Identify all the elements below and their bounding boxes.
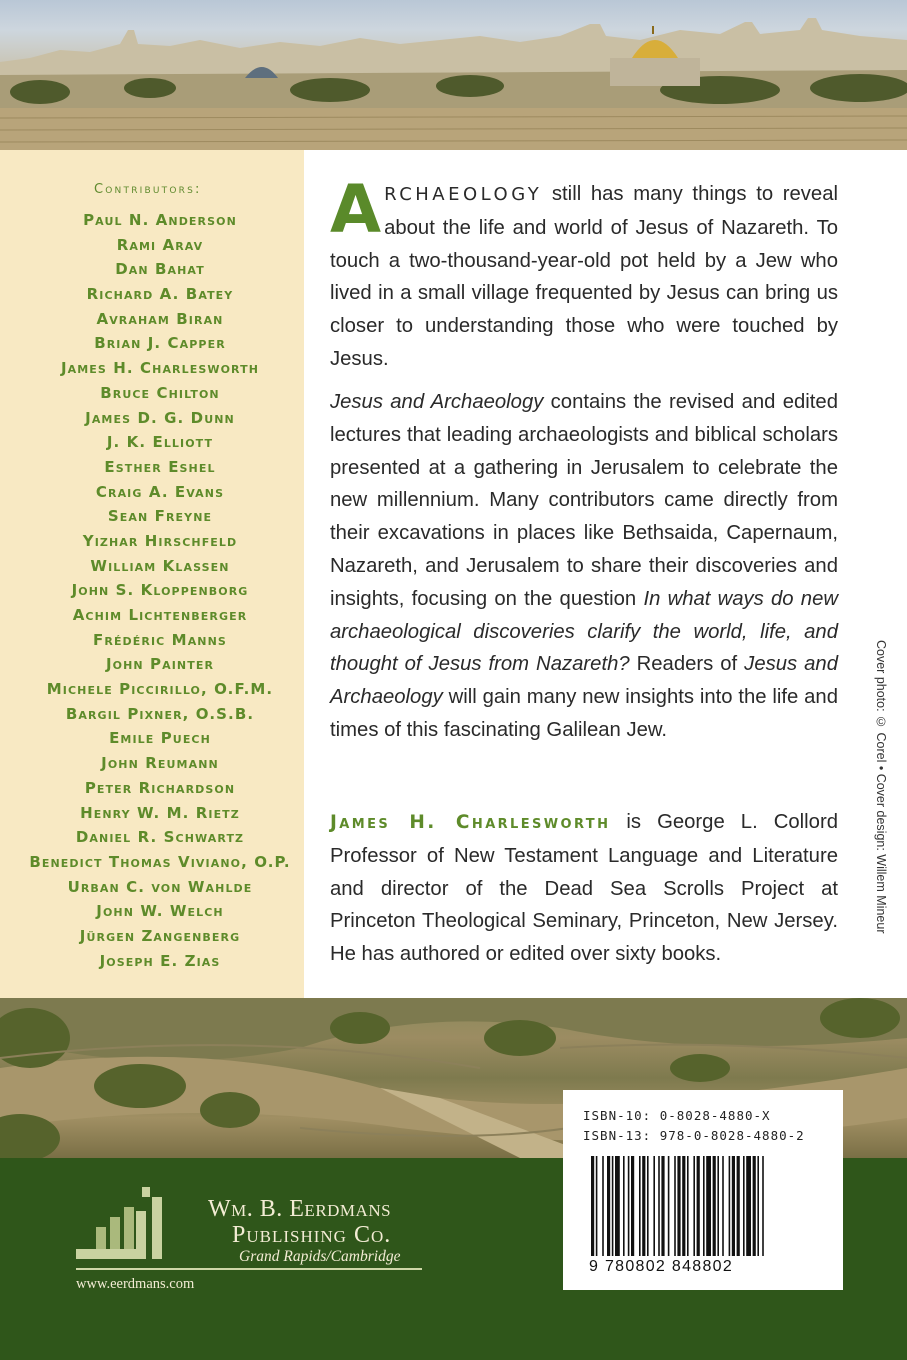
contributor-name: John Reumann [101,754,219,773]
drop-cap: A [330,171,382,248]
barcode-bar [713,1156,716,1256]
barcode-bar [642,1156,645,1256]
contributors-list [0,208,320,973]
contributor-name: Joseph E. Zias [99,951,221,970]
barcode-bar [757,1156,759,1256]
jerusalem-skyline-photo [0,0,907,150]
barcode-bar [703,1156,705,1256]
key-question: In what ways do new archaeological discoveries clarify the world, life, and thought of Jesus from Nazareth? [330,587,839,676]
skyline-illustration [0,0,907,150]
barcode-bar [677,1156,680,1256]
barcode-bar [706,1156,711,1256]
author-bio-paragraph [330,806,838,971]
isbn-10: ISBN-10: 0-8028-4880-X [583,1108,771,1123]
barcode-bar [628,1156,630,1256]
contributors-heading: Contributors: [94,182,202,197]
barcode-bar [753,1156,756,1256]
barcode-bar [722,1156,724,1256]
contributor-name: Daniel R. Schwartz [75,828,245,847]
contributor-name: James D. G. Dunn [85,408,235,427]
contributor-name: Bargil Pixner, O.S.B. [65,704,255,723]
barcode-bar [743,1156,745,1256]
barcode-bar [697,1156,700,1256]
isbn-13: ISBN-13: 978-0-8028-4880-2 [583,1128,805,1143]
publisher-location: Grand Rapids/Cambridge [239,1248,401,1265]
publisher-website-link[interactable]: www.eerdmans.com [76,1276,195,1292]
author-name: James H. Charlesworth [330,812,611,833]
author-bio: is George L. Collord Professor of New Testament Language and Literature and director of the Dead Sea Scrolls Project at Princeton Theological Seminary, Princeton, New Jersey. He has authored or edited over sixty books. [330,811,838,966]
summary-text-2: Readers of [629,653,745,676]
book-title: Jesus and Archaeology [330,391,544,413]
contributor-name: Yizhar Hirschfeld [82,531,238,550]
barcode-bar [596,1156,598,1256]
barcode-bar [668,1156,670,1256]
contributor-name: Peter Richardson [84,778,236,797]
barcode-bar [658,1156,660,1256]
contributors-panel [0,150,304,998]
barcode-bar [653,1156,655,1256]
barcode-bar [591,1156,594,1256]
barcode-icon [591,1156,813,1256]
publisher-divider [76,1268,422,1270]
barcode-bar [682,1156,685,1256]
barcode-bar [762,1156,764,1256]
barcode-bar [746,1156,751,1256]
contributor-name: Brian J. Capper [94,334,226,353]
contributor-name: John S. Kloppenborg [71,581,249,600]
contributor-name: Craig A. Evans [95,482,225,501]
contributor-name: Dan Bahat [115,260,205,279]
intro-text: still has many things to reveal about the life and world of Jesus of Nazareth. To touch a two-thousand-year-old pot held by a Jew who lived in a small village frequented by Jesus can bring us closer to understanding those who were touched by Jesus. [330,183,838,370]
publisher-name-line-2: Publishing Co. [232,1222,392,1248]
contributor-name: Emile Puech [109,729,211,748]
contributor-name: James H. Charlesworth [60,359,260,378]
book-title-repeat: Jesus and Archaeology [330,653,838,709]
barcode-bar [717,1156,719,1256]
barcode-bar [602,1156,604,1256]
publisher-name-line-1: Wm. B. Eerdmans [208,1196,392,1222]
barcode-bar [737,1156,740,1256]
contributor-name: Urban C. von Wahlde [67,877,253,896]
contributor-name: Rami Arav [116,235,204,254]
barcode-bar [639,1156,641,1256]
barcode-bar [729,1156,731,1256]
contributor-name: John W. Welch [96,902,224,921]
contributor-name: Achim Lichtenberger [72,606,248,624]
lead-word: RCHAEOLOGY [384,184,543,205]
cover-credits: Cover photo: © Corel • Cover design: Willem Mineur [874,640,888,934]
barcode-bar [674,1156,676,1256]
barcode-bar [661,1156,664,1256]
intro-paragraph [330,171,838,376]
contributor-name: Sean Freyne [107,507,213,526]
contributor-name: Frédéric Manns [93,630,227,649]
summary-paragraph [330,386,838,747]
barcode-bar [615,1156,620,1256]
barcode-bar [623,1156,625,1256]
barcode-bar [647,1156,649,1256]
barcode-bar [687,1156,689,1256]
contributor-name: Henry W. M. Rietz [80,803,240,822]
contributor-name: Paul N. Anderson [83,211,237,229]
barcode-bar [693,1156,695,1256]
summary-text-1: contains the revised and edited lectures that leading archaeologists and biblical scholars presented at a gathering in Jerusalem to celebrate the new millennium. Many contributors came directly from their excavations in places like Bethsaida, Capernaum, Nazareth, and Jerusalem to share their discoveries and insights, focusing on the question [330,391,838,610]
contributor-name: J. K. Elliott [106,433,214,452]
contributor-name: William Klassen [90,556,230,575]
barcode-bar [607,1156,610,1256]
summary-text-3: will gain many new insights into the life and times of this fascinating Galilean Jew. [330,686,838,741]
contributor-name: Michele Piccirillo, O.F.M. [46,680,274,699]
contributor-name: Bruce Chilton [100,383,220,402]
contributor-name: Jürgen Zangenberg [79,926,241,945]
contributor-name: Avraham Biran [96,309,224,328]
contributor-name: John Painter [105,655,215,674]
barcode-bar [631,1156,634,1256]
contributor-name: Esther Eshel [104,457,216,476]
contributor-name: Benedict Thomas Viviano, O.P. [29,852,291,871]
barcode-box [563,1090,843,1290]
barcode-bar [612,1156,614,1256]
barcode-bar [732,1156,735,1256]
publisher-logo-icon [76,1187,166,1267]
contributor-name: Richard A. Batey [86,285,234,304]
barcode-digits: 9 780802 848802 [589,1258,734,1275]
